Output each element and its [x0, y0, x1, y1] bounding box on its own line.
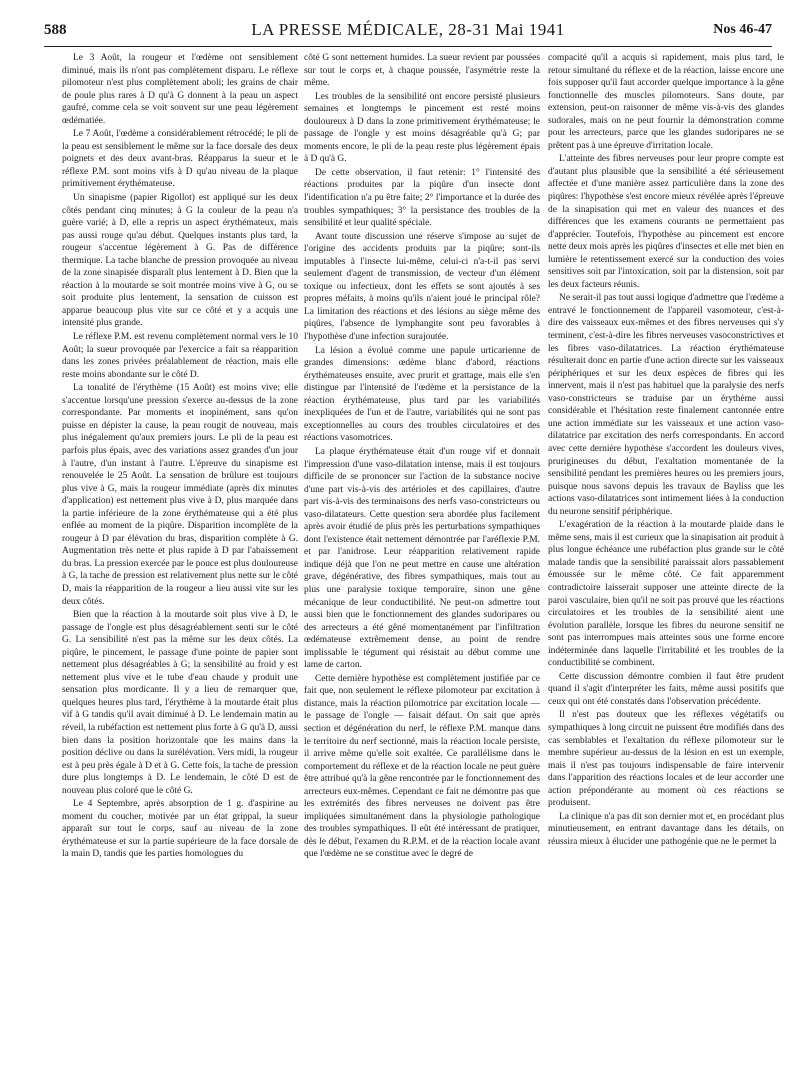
paragraph: Ne serait-il pas tout aussi logique d'admettre que l'œdème a entravé le fonctionnement de l'appareil vasomoteur, c'est-à-dire des vaisseaux eux-mêmes et des fibres nerveuses qui s'y terminent, c'est-à-dire les fibres nerveuses vasoconstrictives et les fibres vaso-dilatatrices. La réaction érythémateuse résulterait donc en partie d'une action directe sur les vaisseaux périphériques et sur les deux espèces de fibres qui les innervent, mais il n'est pas habituel que la paralysie des nerfs vaso-constricteurs se traduise par un érythème aussi considérable et l'hésitation reste finalement cantonnée entre une action immédiate sur les vaisseaux et une action vaso-dilatatrice par excitation des nerfs correspondants. En accord avec cette dernière hypothèse s'accordent les douleurs vives, prurigineuses du début, l'exaltation momentanée de la sensibilité pendant les premières heures ou les premiers jours, puisque nous savons depuis les travaux de Bayliss que les actions vaso-dilatatrices sont intimement liées à la conduction du neurone sensitif périphérique. — [548, 293, 784, 517]
paragraph: L'exagération de la réaction à la moutarde plaide dans le même sens, mais il est curieux que la sinapisation ait produit à plus longue échéance une rubéfaction plus grande sur le côté malade tandis que la sensibilité paraissait alors passablement émoussée sur le même côté. Ce fait apparemment contradictoire laisserait supposer une atteinte directe de la paroi vasculaire, bien qu'il ne soit pas prouvé que les réactions circulatoires et les troubles de la sensibilité aient une évolution parallèle, lorsque les fibres du neurone sensitif ne sont pas interrompues mais atteintes sous une forme encore indéterminée dans laquelle l'irritabilité et les troubles de la conductibilité se combinent. — [548, 520, 784, 669]
text-column-right — [548, 52, 784, 1074]
issue-number: Nos 46-47 — [713, 22, 772, 37]
paragraph: Cette discussion démontre combien il faut être prudent quand il s'agit d'interpréter les faits, même aussi positifs que ceux qui ont été constatés dans l'observation précédente. — [548, 671, 784, 707]
journal-title: LA PRESSE MÉDICALE, 28-31 Mai 1941 — [251, 20, 565, 39]
paragraph: La tonalité de l'érythème (15 Août) est moins vive; elle s'accentue lorsqu'une pression s'exerce au-dessus de la zone correspondante. Par moments et inopinément, sans qu'on puisse en dépister la cause, la peau rougit de nouveau, mais plus inégalement qu'aux premiers jours. Le pli de la peau est parfois plus épais, avec des variations assez grandes d'un jour à l'autre, d'un instant à l'autre. L'épreuve du sinapisme est renouvelée le 25 Août. La sensation de brûlure est toujours plus vive à G, mais la rougeur immédiate (après dix minutes d'application) est nettement plus vive à D, plus marquée dans la partie inférieure de la zone érythémateuse qui a été plus enflée au moment de la piqûre. Disparition incomplète de la rougeur à D par élévation du bras, disparition complète à G. Augmentation très nette et plus rapide à D par l'abaissement du bras. La pression exercée par le pouce est plus douloureuse à G, la tache de pression est relativement plus nette sur le côté D, mais la réapparition de la rougeur a lieu aussi vite sur les deux côtés. — [62, 383, 298, 607]
paragraph: Avant toute discussion une réserve s'impose au sujet de l'origine des accidents produits par la piqûre; sont-ils imputables à l'insecte lui-même, celui-ci n'a-t-il pas servi seulement d'agent de transmission, de vecteur d'un élément toxique ou infectieux, dont les effets se sont ajoutés à ses propres méfaits, à moins qu'ils n'aient joué le principal rôle? La limitation des réactions et des lésions au siège même des piqûres, l'absence de lymphangite sont peu favorables à l'hypothèse d'une infection surajoutée. — [304, 231, 540, 343]
paragraph: La plaque érythémateuse était d'un rouge vif et donnait l'impression d'une vaso-dilatation intense, mais il est toujours difficile de se prononcer sur l'action de la substance nocive d'une part vis-à-vis des artérioles et des capillaires, d'autre part vis-à-vis des terminaisons des nerfs vaso-constricteurs ou vaso-dilatateurs. Cette question sera abordée plus facilement après avoir étudié de plus près les perturbations sympathiques dont l'existence était nettement démontrée par l'aréflexie P.M. et par l'anidrose. Leur réapparition relativement rapide indique déjà que l'on ne peut mettre en cause une altération grave, dégénérative, des fibres sympathiques, mais tout au plus une paralysie toxique temporaire, sinon une gêne mécanique de leur conductibilité. Ne peut-on admettre tout aussi bien que le fonctionnement des glandes sudoripares ou des arrecteurs a été gêné momentanément par l'infiltration œdémateuse extrêmement dense, au point de rendre implissable le tégument qui résistait au début comme une lame de carton. — [304, 446, 540, 671]
paragraph: L'atteinte des fibres nerveuses pour leur propre compte est d'autant plus plausible que la sensibilité a été sérieusement affectée et d'une manière assez particulière dans la zone des piqûres: l'hypothèse s'est encore mieux révélée après l'épreuve de la sinapisation qui met en valeur des nuances et des différences que les examens courants ne permettaient pas d'apprécier. Toutefois, l'hypothèse au pincement est encore nette deux mois après les piqûres d'insectes et elle met bien en lumière le retentissement exercé sur la conduction des voies sensitives soit par l'intoxication, soit par la distension, soit par les deux facteurs réunis. — [548, 154, 784, 290]
paragraph: Le 7 Août, l'œdème a considérablement rétrocédé; le pli de la peau est sensiblement le même sur la face dorsale des deux poignets et des deux avant-bras. Réapparus la sueur et le réflexe P.M. sont moins vifs à D qu'au niveau de la plaque primitivement érythémateuse. — [62, 129, 298, 190]
paragraph: De cette observation, il faut retenir: 1° l'intensité des réactions produites par la piqûre d'un insecte dont l'identification n'a pu être faite; 2° l'importance et la durée des troubles sympathiques; 3° la persistance des troubles de la sensibilité et leur qualité spéciale. — [304, 167, 540, 229]
page-number: 588 — [44, 22, 67, 38]
page-header — [44, 20, 772, 42]
paragraph: Bien que la réaction à la moutarde soit plus vive à D, le passage de l'ongle est plus désagréablement senti sur le côté G. La sensibilité n'est pas la même sur les deux côtés. La piqûre, le pincement, le passage d'une pointe de papier sont nettement plus désagréables à G; la sensibilité au froid y est nettement plus vive et le tube d'eau chaude y produit une sensation plus mordicante. Il y a lieu de remarquer que, quelques heures plus tard, l'érythème à la moutarde était plus vif à G tandis qu'il avait diminué à D. Le lendemain matin au réveil, la rubéfaction est nettement plus forte à G qu'à D, aussi bien dans la position horizontale que les mains dans la position déclive ou dans la surélévation. Vers midi, la rougeur est à peu près égale à D et à G. Cette fois, la tache de pression dure plus longtemps à D. Le lendemain, le côté D est de nouveau plus coloré que le côté G. — [62, 610, 298, 796]
text-column-middle — [304, 52, 540, 1074]
paragraph: Un sinapisme (papier Rigollot) est appliqué sur les deux côtés pendant cinq minutes; à G la couleur de la peau n'a guère varié; à D, elle a repris un aspect érythémateux, mais pas aussi rouge qu'au début. Quelques instants plus tard, la rougeur s'accentue légèrement à G. Pas de différence thermique. La tache blanche de pression provoquée au niveau de la zone sinapisée disparaît plus lentement à D. Bien que la réaction à la moutarde se soit montrée moins vive à G, ou se soit produite plus lentement, la sensation de cuisson est apparue beaucoup plus vite sur ce côté et y a acquis une intensité plus grande. — [62, 193, 298, 329]
paragraph: compacité qu'il a acquis si rapidement, mais plus tard, le retour simultané du réflexe et de la réaction, laisse encore une fois supposer qu'il faut accorder quelque importance à la gêne fonctionnelle des muscles pilomoteurs. Sans doute, par extension, peut-on raisonner de même vis-à-vis des glandes sudorales, mais on ne peut fournir la démonstration comme pour les arrecteurs, parce que les glandes sudoripares ne se prêtent pas à une épreuve d'irritation locale. — [548, 53, 784, 151]
paragraph: Cette dernière hypothèse est complètement justifiée par ce fait que, non seulement le réflexe pilomoteur par excitation à distance, mais la réaction pilomotrice par excitation locale — le passage de l'ongle — faisait défaut. On sait que après section et dégénération du nerf, le réflexe P.M. manque dans le territoire du nerf sectionné, mais la réaction locale persiste, il arrive même qu'elle soit exaltée. Ce parallélisme dans le comportement du réflexe et de la réaction locale ne peut guère être attribué qu'à la gêne rencontrée par le fonctionnement des arrecteurs eux-mêmes. Cependant ce fait ne démontre pas que les extrémités des fibres nerveuses ne doivent pas être impliquées simultanément dans la physiologie pathologique des troubles sympathiques. Il eût été intéressant de pratiquer, dès le début, l'examen du R.P.M. et de la réaction locale avant que l'œdème ne se constitue avec le degré de — [304, 673, 540, 860]
paragraph: Les troubles de la sensibilité ont encore persisté plusieurs semaines et longtemps le pincement est resté moins douloureux à D dans la zone primitivement érythémateuse; le passage de l'ongle y est moins désagréable qu'à G; par moments encore, le pli de la peau reste plus légèrement épais à D qu'à G. — [304, 91, 540, 165]
paragraph: Le 4 Septembre, après absorption de 1 g. d'aspirine au moment du coucher, motivée par un état grippal, la sueur apparaît sur tout le corps, sauf au niveau de la zone érythémateuse et sur la partie supérieure de la face dorsale de la main D, tandis que les parties homologues du — [62, 799, 298, 860]
paragraph: La clinique n'a pas dit son dernier mot et, en procédant plus minutieusement, en entrant davantage dans les détails, on réussira mieux à élucider une pathogénie que ne le permet la — [548, 811, 784, 847]
paragraph: Le 3 Août, la rougeur et l'œdème ont sensiblement diminué, mais ils n'ont pas complètement disparu. Le réflexe pilomoteur n'est plus complètement aboli; les grains de chair de poule plus rares à D qu'à G donnent à la peau un aspect gaufré, comme cela se voit souvent sur une peau légèrement œdématiée. — [62, 53, 298, 126]
paragraph: La lésion a évolué comme une papule urticarienne de grandes dimensions: œdème blanc d'abord, réactions érythémateuses ensuite, avec prurit et grattage, mais elle s'en distingue par l'intensité de l'œdème et la persistance de la réaction érythémateuse, plus tard par les variabilités inexpliquées de l'un et de l'autre, variabilités qui ne sont pas exceptionnelles au cours des troubles circulatoires et des réactions vasomotrices. — [304, 345, 540, 444]
text-column-left — [62, 52, 298, 1074]
paragraph: Il n'est pas douteux que les réflexes végétatifs ou sympathiques à long circuit ne puissent être modifiés dans des cas semblables et l'exaltation du réflexe pilomoteur sur le membre supérieur au-dessus de la lésion en est un exemple, mais il n'est pas toujours indispensable de faire intervenir dans l'apparition des réactions locales et de leur accorder une action prépondérante au moment où ces réactions se produisent. — [548, 710, 784, 809]
header-rule — [44, 46, 772, 47]
paragraph: Le réflexe P.M. est revenu complètement normal vers le 10 Août; la sueur provoquée par l'exercice a fait sa réapparition dans les zones privées préalablement de réaction, mais elle reste moins abondante sur le côté D. — [62, 332, 298, 380]
paragraph: côté G sont nettement humides. La sueur revient par poussées sur tout le corps et, à chaque poussée, l'asymétrie reste la même. — [304, 53, 540, 89]
